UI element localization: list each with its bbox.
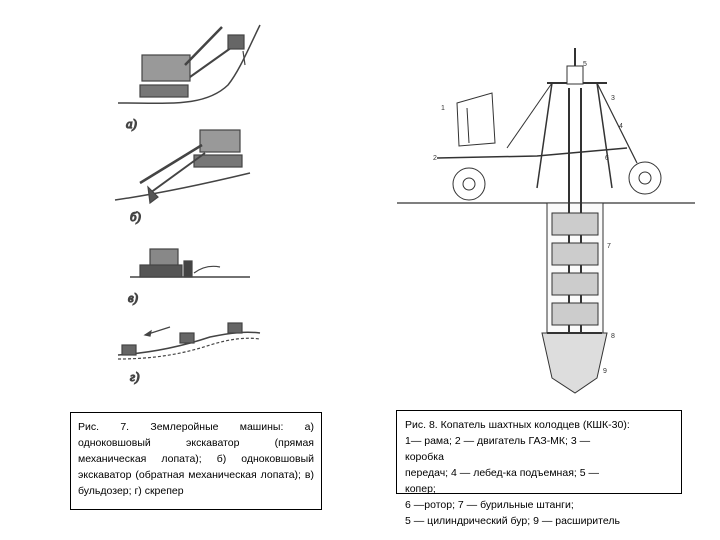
panel-label-a: а)	[126, 116, 137, 131]
reamer	[542, 333, 607, 393]
part-label-2: 2	[433, 155, 437, 162]
caption-8-line-3: коробка	[405, 451, 444, 463]
caption-8-line-4: передач; 4 — лебед-ка подъемная; 5 —	[405, 467, 599, 479]
part-label-8: 8	[611, 333, 615, 340]
bulldozer-drawing	[130, 249, 250, 277]
caption-8-line-5: копер;	[405, 483, 436, 495]
caption-8-line-2: 1— рама; 2 — двигатель ГАЗ-МК; 3 —	[405, 435, 591, 447]
figure-7-caption	[70, 412, 322, 510]
backhoe-drawing	[115, 130, 250, 203]
part-label-6: 6	[605, 155, 609, 162]
panel-label-b: б)	[130, 209, 141, 224]
crown-pulley	[567, 66, 583, 84]
front-wheel	[453, 168, 485, 200]
scraper-drawing	[118, 323, 260, 359]
operator-cab	[457, 93, 495, 146]
part-label-9: 9	[603, 368, 607, 375]
panel-label-g: г)	[130, 369, 140, 384]
figure-7-caption-text: Рис. 7. Землеройные машины: а) одноковшовый экскаватор (прямая механическая лопата); б) одноковшовый экскаватор (обратная механическая лопата); в) бульдозер; г) скрепер	[78, 421, 314, 497]
part-label-1: 1	[441, 105, 445, 112]
caption-8-line-7: 5 — цилиндрический бур; 9 — расширитель	[405, 515, 620, 527]
earthmoving-machines-figure	[110, 15, 270, 395]
panel-label-v: в)	[128, 290, 138, 305]
rear-wheel	[629, 162, 661, 194]
mast-left	[537, 83, 552, 188]
frame	[437, 148, 627, 158]
part-label-5: 5	[583, 61, 587, 68]
caption-8-line-1: Рис. 8. Копатель шахтных колодцев (КШК-30):	[405, 419, 630, 431]
figure-8-caption	[396, 410, 682, 527]
well-digger-figure	[397, 48, 695, 406]
caption-8-line-6: 6 —ротор; 7 — бурильные штанги;	[405, 499, 574, 511]
part-label-4: 4	[619, 123, 623, 130]
front-shovel-drawing	[118, 25, 260, 103]
part-label-7: 7	[607, 243, 611, 250]
part-label-3: 3	[611, 95, 615, 102]
